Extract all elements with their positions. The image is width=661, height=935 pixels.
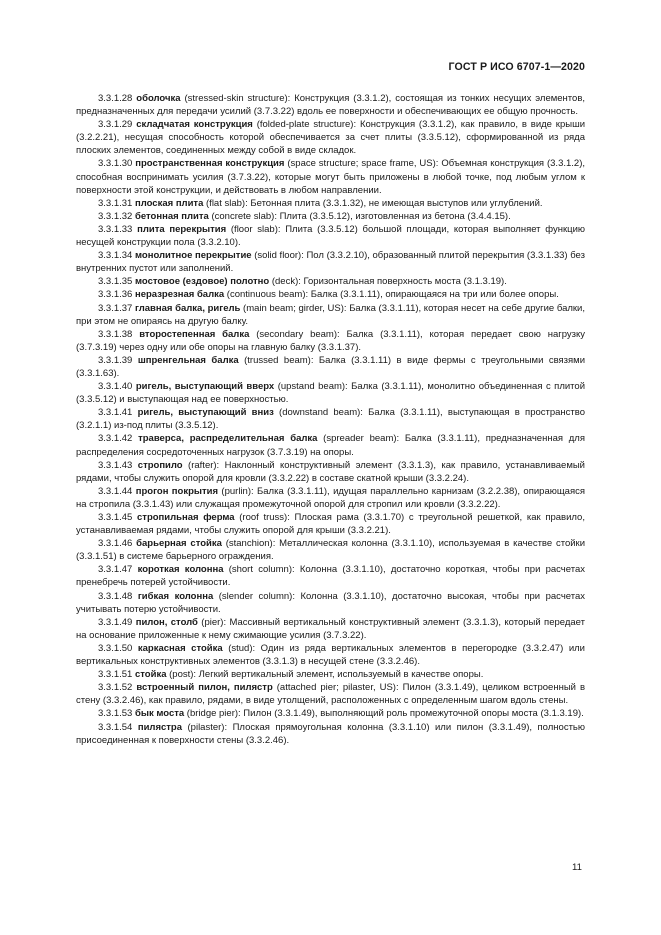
entry-term: плита перекрытия: [137, 223, 227, 235]
entry-text: (attached pier; pilaster, US): Пилон (3.3.1.49), целиком встроенный в стену (3.3.2.46), как правило, рядами, в виде утолщений, расположенных с определенным шагом вдоль стены.: [76, 682, 585, 707]
entry-number: 3.3.1.31: [98, 197, 133, 209]
definition-entry: [76, 354, 585, 380]
definition-entry: [76, 642, 585, 668]
definitions-list: [76, 92, 585, 747]
entry-number: 3.3.1.39: [98, 354, 133, 366]
entry-number: 3.3.1.40: [98, 381, 133, 393]
entry-term: стропильная ферма: [137, 512, 235, 523]
definition-entry: [76, 590, 585, 616]
entry-text: (continuous beam): Балка (3.3.1.11), опирающаяся на три или более опоры.: [224, 289, 559, 301]
entry-text: (concrete slab): Плита (3.3.5.12), изготовленная из бетона (3.4.4.15).: [208, 210, 511, 222]
entry-term: короткая колонна: [137, 564, 224, 576]
definition-entry: [76, 380, 585, 406]
entry-term: встроенный пилон, пилястр: [136, 682, 273, 694]
definition-entry: [76, 328, 585, 354]
entry-term: гибкая колонна: [137, 590, 214, 602]
definition-entry: [76, 197, 585, 210]
definition-entry: [76, 210, 585, 223]
definition-entry: [76, 432, 585, 458]
entry-term: ригель, выступающий вниз: [137, 407, 274, 419]
entry-number: 3.3.1.47: [98, 564, 133, 576]
entry-text: (pier): Массивный вертикальный конструктивный элемент (3.3.1.3), который передает на основание приложенные к нему сжимающие усилия (3.7.3.22).: [76, 616, 585, 641]
entry-term: бетонная плита: [134, 210, 209, 222]
entry-term: складчатая конструкция: [136, 119, 253, 131]
entry-term: прогон покрытия: [135, 485, 219, 497]
entry-number: 3.3.1.43: [98, 459, 133, 471]
entry-text: (spreader beam): Балка (3.3.1.11), предназначенная для распределения сосредоточенных нагрузок (3.7.3.19) на опоры.: [76, 433, 585, 458]
entry-term: оболочка: [136, 93, 181, 104]
entry-text: (solid floor): Пол (3.3.2.10), образованный плитой перекрытия (3.3.1.33) без внутренних пустот или заполнений.: [76, 250, 585, 275]
entry-number: 3.3.1.48: [98, 590, 133, 602]
entry-text: (downstand beam): Балка (3.3.1.11), выступающая в пространство (3.2.1.1) из-под плиты (3.3.5.12).: [76, 407, 586, 432]
definition-entry: [76, 406, 585, 432]
entry-text: (bridge pier): Пилон (3.3.1.49), выполняющий роль промежуточной опоры моста (3.1.3.19).: [184, 708, 584, 720]
entry-term: стойка: [134, 669, 167, 681]
entry-text: (pilaster): Плоская прямоугольная колонна (3.3.1.10) или пилон (3.3.1.49), полностью присоединенная к поверхности стены (3.3.2.46).: [76, 721, 586, 746]
entry-term: мостовое (ездовое) полотно: [134, 276, 270, 288]
entry-number: 3.3.1.41: [98, 407, 133, 419]
definition-entry: [76, 616, 585, 642]
entry-text: (folded-plate structure): Конструкция (3.3.1.2), как правило, в виде крыши (3.2.2.21), несущая способность которой обеспечивается за счет плиты (3.3.5.12), сформированной из ряда плоских элементов, соединенных между собой в виде складок.: [76, 119, 585, 157]
definition-entry: [76, 681, 585, 707]
entry-number: 3.3.1.28: [98, 93, 133, 104]
entry-text: (secondary beam): Балка (3.3.1.11), которая передает свою нагрузку (3.7.3.19) через одну или обе опоры на главную балку (3.3.1.37).: [76, 328, 585, 353]
definition-entry: [76, 302, 585, 328]
entry-number: 3.3.1.32: [98, 210, 133, 222]
entry-text: (trussed beam): Балка (3.3.1.11) в виде фермы с треугольными связями (3.3.1.63).: [76, 354, 586, 379]
entry-text: (stressed-skin structure): Конструкция (3.3.1.2), состоящая из тонких несущих элементов, предназначенных для передачи усилий (3.7.3.22) вдоль ее поверхности и обеспечивающих ее общую прочность.: [76, 93, 586, 118]
entry-number: 3.3.1.35: [98, 276, 133, 288]
entry-number: 3.3.1.29: [98, 119, 133, 131]
entry-text: (rafter): Наклонный конструктивный элемент (3.3.1.3), как правило, устанавливаемый рядами, чтобы служить опорой для кровли (3.3.2.22) в составе скатной крыши (3.3.2.24).: [76, 459, 585, 484]
entry-number: 3.3.1.50: [98, 642, 133, 654]
entry-term: второстепенная балка: [139, 328, 250, 340]
entry-number: 3.3.1.49: [98, 616, 133, 628]
entry-number: 3.3.1.52: [98, 682, 133, 694]
definition-entry: [76, 485, 585, 511]
entry-term: плоская плита: [134, 197, 204, 209]
entry-term: главная балка, ригель: [135, 302, 241, 314]
entry-text: (slender column): Колонна (3.3.1.10), достаточно высокая, чтобы при расчетах учитывать потерю устойчивости.: [76, 590, 586, 615]
entry-term: пространственная конструкция: [135, 158, 285, 170]
entry-term: шпренгельная балка: [137, 354, 239, 366]
definition-entry: [76, 563, 585, 589]
definition-entry: [76, 249, 585, 275]
entry-term: стропило: [137, 459, 183, 471]
entry-text: (space structure; space frame, US): Объемная конструкция (3.3.1.2), способная воспринимать усилия (3.7.3.22), которые могут быть приложены в любой точке, под любым углом к поверхности этой конструкции, и действовать в любом направлении.: [76, 158, 586, 196]
entry-text: (floor slab): Плита (3.3.5.12) большой площади, которая выполняет функцию несущей конструкции пола (3.3.2.10).: [76, 223, 585, 249]
entry-number: 3.3.1.46: [98, 538, 133, 550]
entry-text: (main beam; girder, US): Балка (3.3.1.11), которая несет на себе другие балки, при этом не опираясь на другую балку.: [76, 302, 585, 327]
entry-text: (stanchion): Металлическая колонна (3.3.1.10), используемая в качестве стойки (3.3.1.51) в системе барьерного ограждения.: [76, 538, 586, 563]
entry-term: траверса, распределительная балка: [138, 433, 318, 445]
entry-number: 3.3.1.30: [98, 158, 133, 170]
entry-number: 3.3.1.51: [98, 669, 133, 681]
entry-number: 3.3.1.53: [98, 708, 133, 720]
definition-entry: [76, 668, 585, 681]
entry-number: 3.3.1.37: [98, 302, 133, 314]
entry-text: (upstand beam): Балка (3.3.1.11), монолитно объединенная с плитой (3.3.5.12) и выступающая над ее поверхностью.: [76, 381, 586, 406]
entry-term: монолитное перекрытие: [135, 250, 252, 262]
definition-entry: [76, 721, 585, 747]
entry-text: (flat slab): Бетонная плита (3.3.1.32), не имеющая выступов или углублений.: [203, 197, 543, 209]
document-header: ГОСТ Р ИСО 6707-1—2020: [448, 61, 585, 73]
entry-text: (stud): Один из ряда вертикальных элементов в перегородке (3.3.2.47) или вертикальных конструктивных элементов (3.3.1.3) в несущей стене (3.3.2.46).: [76, 642, 585, 668]
definition-entry: [76, 223, 585, 249]
definition-entry: [76, 275, 585, 288]
entry-text: (post): Легкий вертикальный элемент, используемый в качестве опоры.: [166, 669, 484, 681]
entry-term: ригель, выступающий вверх: [135, 381, 275, 393]
page-number: 11: [572, 862, 582, 873]
definition-entry: [76, 459, 585, 485]
entry-term: неразрезная балка: [134, 289, 225, 301]
entry-text: (short column): Колонна (3.3.1.10), достаточно короткая, чтобы при расчетах пренебречь потерей устойчивости.: [76, 564, 586, 589]
entry-number: 3.3.1.45: [98, 512, 133, 523]
definition-entry: [76, 537, 585, 563]
entry-number: 3.3.1.34: [98, 250, 133, 262]
definition-entry: [76, 157, 585, 196]
entry-number: 3.3.1.44: [98, 485, 133, 497]
entry-term: пилон, столб: [135, 616, 198, 628]
entry-number: 3.3.1.42: [98, 433, 133, 445]
entry-text: (roof truss): Плоская рама (3.3.1.70) с треугольной решеткой, как правило, устанавливаемая рядами, чтобы служить опорой для крыши (3.3.2.21).: [76, 512, 585, 537]
definition-entry: [76, 288, 585, 301]
entry-number: 3.3.1.54: [98, 721, 133, 733]
entry-term: бык моста: [134, 708, 185, 720]
entry-term: барьерная стойка: [136, 538, 222, 550]
entry-term: пилястра: [137, 721, 183, 733]
definition-entry: [76, 511, 585, 537]
entry-number: 3.3.1.33: [98, 223, 133, 235]
definition-entry: [76, 707, 585, 720]
definition-entry: [76, 92, 585, 118]
entry-text: (deck): Горизонтальная поверхность моста (3.1.3.19).: [269, 276, 507, 288]
entry-term: каркасная стойка: [137, 642, 223, 654]
definition-entry: [76, 118, 585, 157]
entry-number: 3.3.1.36: [98, 289, 133, 301]
entry-text: (purlin): Балка (3.3.1.11), идущая параллельно карнизам (3.2.2.38), опирающаяся на стропила (3.3.1.43) или служащая промежуточной опорой для стропил или кровли (3.3.2.22).: [76, 485, 585, 510]
entry-number: 3.3.1.38: [98, 328, 133, 340]
